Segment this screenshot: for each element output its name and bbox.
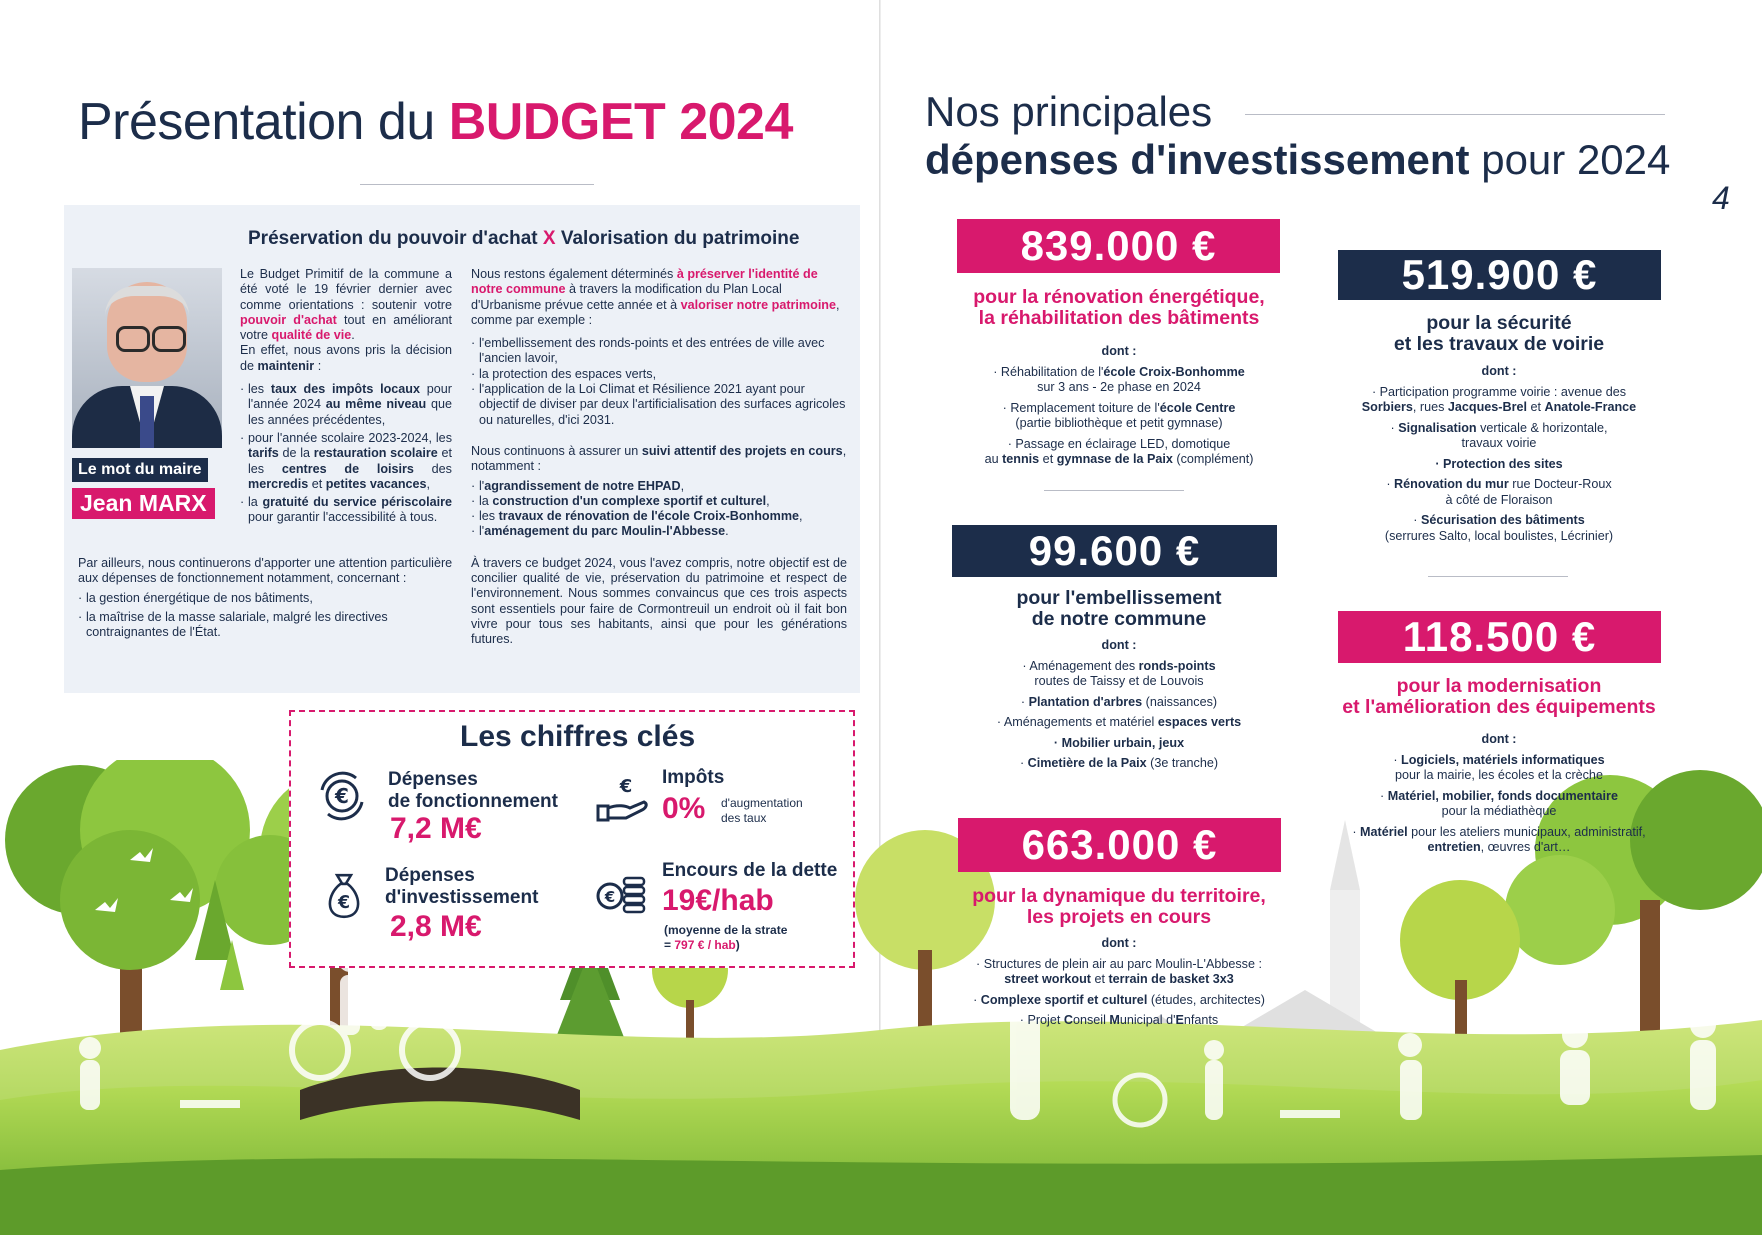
caption-embellissement: pour l'embellissement de notre commune	[1016, 587, 1222, 630]
kf-dette-value: 19€/hab	[662, 884, 774, 917]
details-embellissement: dont : · Aménagement des ronds-points routes de Taissy et de Louvois · Plantation d'arbres (naissances) · Aménagements et matériel espaces verts · Mobilier urbain, jeux · Cimetière de la Paix (3e tranche)	[996, 638, 1242, 770]
mayor-name: Jean MARX	[72, 488, 215, 519]
kf-fonctionnement-value: 7,2 M€	[390, 812, 482, 845]
amount-securite: 519.900 €	[1338, 250, 1661, 300]
title-right-divider	[1245, 114, 1665, 115]
key-figures-title: Les chiffres clés	[460, 720, 696, 753]
title-divider	[360, 184, 594, 185]
svg-text:€: €	[335, 784, 349, 808]
kf-fonctionnement-label: Dépenses de fonctionnement	[388, 769, 558, 812]
caption-dynamique: pour la dynamique du territoire, les projets en cours	[972, 885, 1266, 928]
intro-column-1-bottom: Par ailleurs, nous continuerons d'apporter une attention particulière aux dépenses de fonctionnement notamment, concernant : · la gestion énergétique de nos bâtiments, · la maîtrise de la masse salariale, malgré les directives contraignantes de l'État.	[78, 556, 454, 640]
money-bag-icon	[318, 870, 370, 922]
euro-cycle-icon	[316, 770, 368, 822]
page-title-right-line2: dépenses d'investissement pour 2024	[925, 136, 1671, 183]
kf-impots-note: d'augmentation des taux	[721, 796, 803, 825]
amount-renovation: 839.000 €	[957, 219, 1280, 273]
amount-modernisation: 118.500 €	[1338, 611, 1661, 663]
details-dynamique: dont : · Structures de plein air au parc Moulin-L'Abbesse : street workout et terrain de basket 3x3 · Complexe sportif et culturel (études, architectes) · Projet Conseil Municipal d'Enfants	[973, 936, 1265, 1027]
details-modernisation: dont : · Logiciels, matériels informatiques pour la mairie, les écoles et la crèche · Matériel, mobilier, fonds documentaire pour la médiathèque · Matériel pour les ateliers municipaux, administratif, entretien, œuvres d'art…	[1352, 732, 1646, 854]
intro-column-2: Nous restons également déterminés à préserver l'identité de notre commune à travers la modification du Plan Local d'Urbanisme prévue cette année et à valoriser notre patrimoine, comme par exemple : · l'embellissement des ronds-points et des entrées de ville avec l'ancien lavoir, · la protection des espaces verts, · l'application de la Loi Climat et Résilience 2021 ayant pour objectif de diviser par deux l'artificialisation des surfaces agricoles ou naturelles, d'ici 2031. Nous continuons à assurer un suivi attentif des projets en cours, notamment : · l'agrandissement de notre EHPAD, · la construction d'un complexe sportif et culturel, · les travaux de rénovation de l'école Croix-Bonhomme, · l'aménagement du parc Moulin-l'Abbesse. À travers ce budget 2024, vous l'avez compris, notre objectif est de concilier qualité de vie, préservation du patrimoine et respect de l'environnement. Nous sommes convaincus que ces trois aspects sont essentiels pour faire de Cormontreuil un endroit où il fait bon vivre pour tous ses habitants, ainsi que pour les générations futures.	[471, 267, 847, 656]
intro-heading: Préservation du pouvoir d'achat X Valorisation du patrimoine	[248, 228, 800, 249]
page-title-right-line1: Nos principales	[925, 88, 1213, 135]
svg-text:€: €	[604, 888, 616, 906]
caption-modernisation: pour la modernisation et l'amélioration des équipements	[1342, 675, 1656, 718]
kf-impots-value: 0%	[662, 792, 706, 825]
kf-investissement-label: Dépenses d'investissement	[385, 865, 539, 908]
kf-dette-label: Encours de la dette	[662, 860, 838, 881]
caption-securite: pour la sécurité et les travaux de voirie	[1393, 312, 1605, 355]
svg-text:€: €	[619, 776, 633, 797]
hand-euro-icon	[596, 772, 648, 824]
amount-dynamique: 663.000 €	[958, 818, 1281, 872]
divider-1	[1044, 490, 1184, 491]
details-securite: dont : · Participation programme voirie : avenue des Sorbiers, rues Jacques-Brel et Anatole-France · Signalisation verticale & horizontale, travaux voirie · Protection des sites · Rénovation du mur rue Docteur-Roux à côté de Floraison · Sécurisation des bâtiments (serrures Salto, local boulistes, Lécrinier)	[1361, 364, 1637, 543]
page-number: 4	[1712, 180, 1730, 216]
kf-investissement-value: 2,8 M€	[390, 910, 482, 943]
mayor-tag: Le mot du maire	[72, 458, 208, 482]
kf-dette-note: (moyenne de la strate = 797 € / hab)	[664, 923, 788, 952]
kf-impots-label: Impôts	[662, 767, 725, 788]
coins-icon	[596, 868, 648, 920]
divider-2	[1428, 576, 1568, 577]
caption-renovation: pour la rénovation énergétique, la réhabilitation des bâtiments	[973, 286, 1265, 329]
details-renovation: dont : · Réhabilitation de l'école Croix-Bonhomme sur 3 ans - 2e phase en 2024 · Remplacement toiture de l'école Centre (partie bibliothèque et petit gymnase) · Passage en éclairage LED, domotique au tennis et gymnase de la Paix (complément)	[984, 344, 1254, 466]
page-title-left: Présentation du BUDGET 2024	[78, 93, 793, 151]
amount-embellissement: 99.600 €	[952, 525, 1277, 577]
svg-text:€: €	[337, 893, 351, 914]
mayor-photo	[72, 268, 222, 448]
intro-column-1: Le Budget Primitif de la commune a été voté le 19 février dernier avec comme orientations : soutenir votre pouvoir d'achat tout en améliorant votre qualité de vie. En effet, nous avons pris la décision de maintenir : · les taux des impôts locaux pour l'année 2024 au même niveau que les années précédentes, · pour l'année scolaire 2023-2024, les tarifs de la restauration scolaire et les centres de loisirs des mercredis et petites vacances, · la gratuité du service périscolaire pour garantir l'accessibilité à tous.	[240, 267, 452, 526]
